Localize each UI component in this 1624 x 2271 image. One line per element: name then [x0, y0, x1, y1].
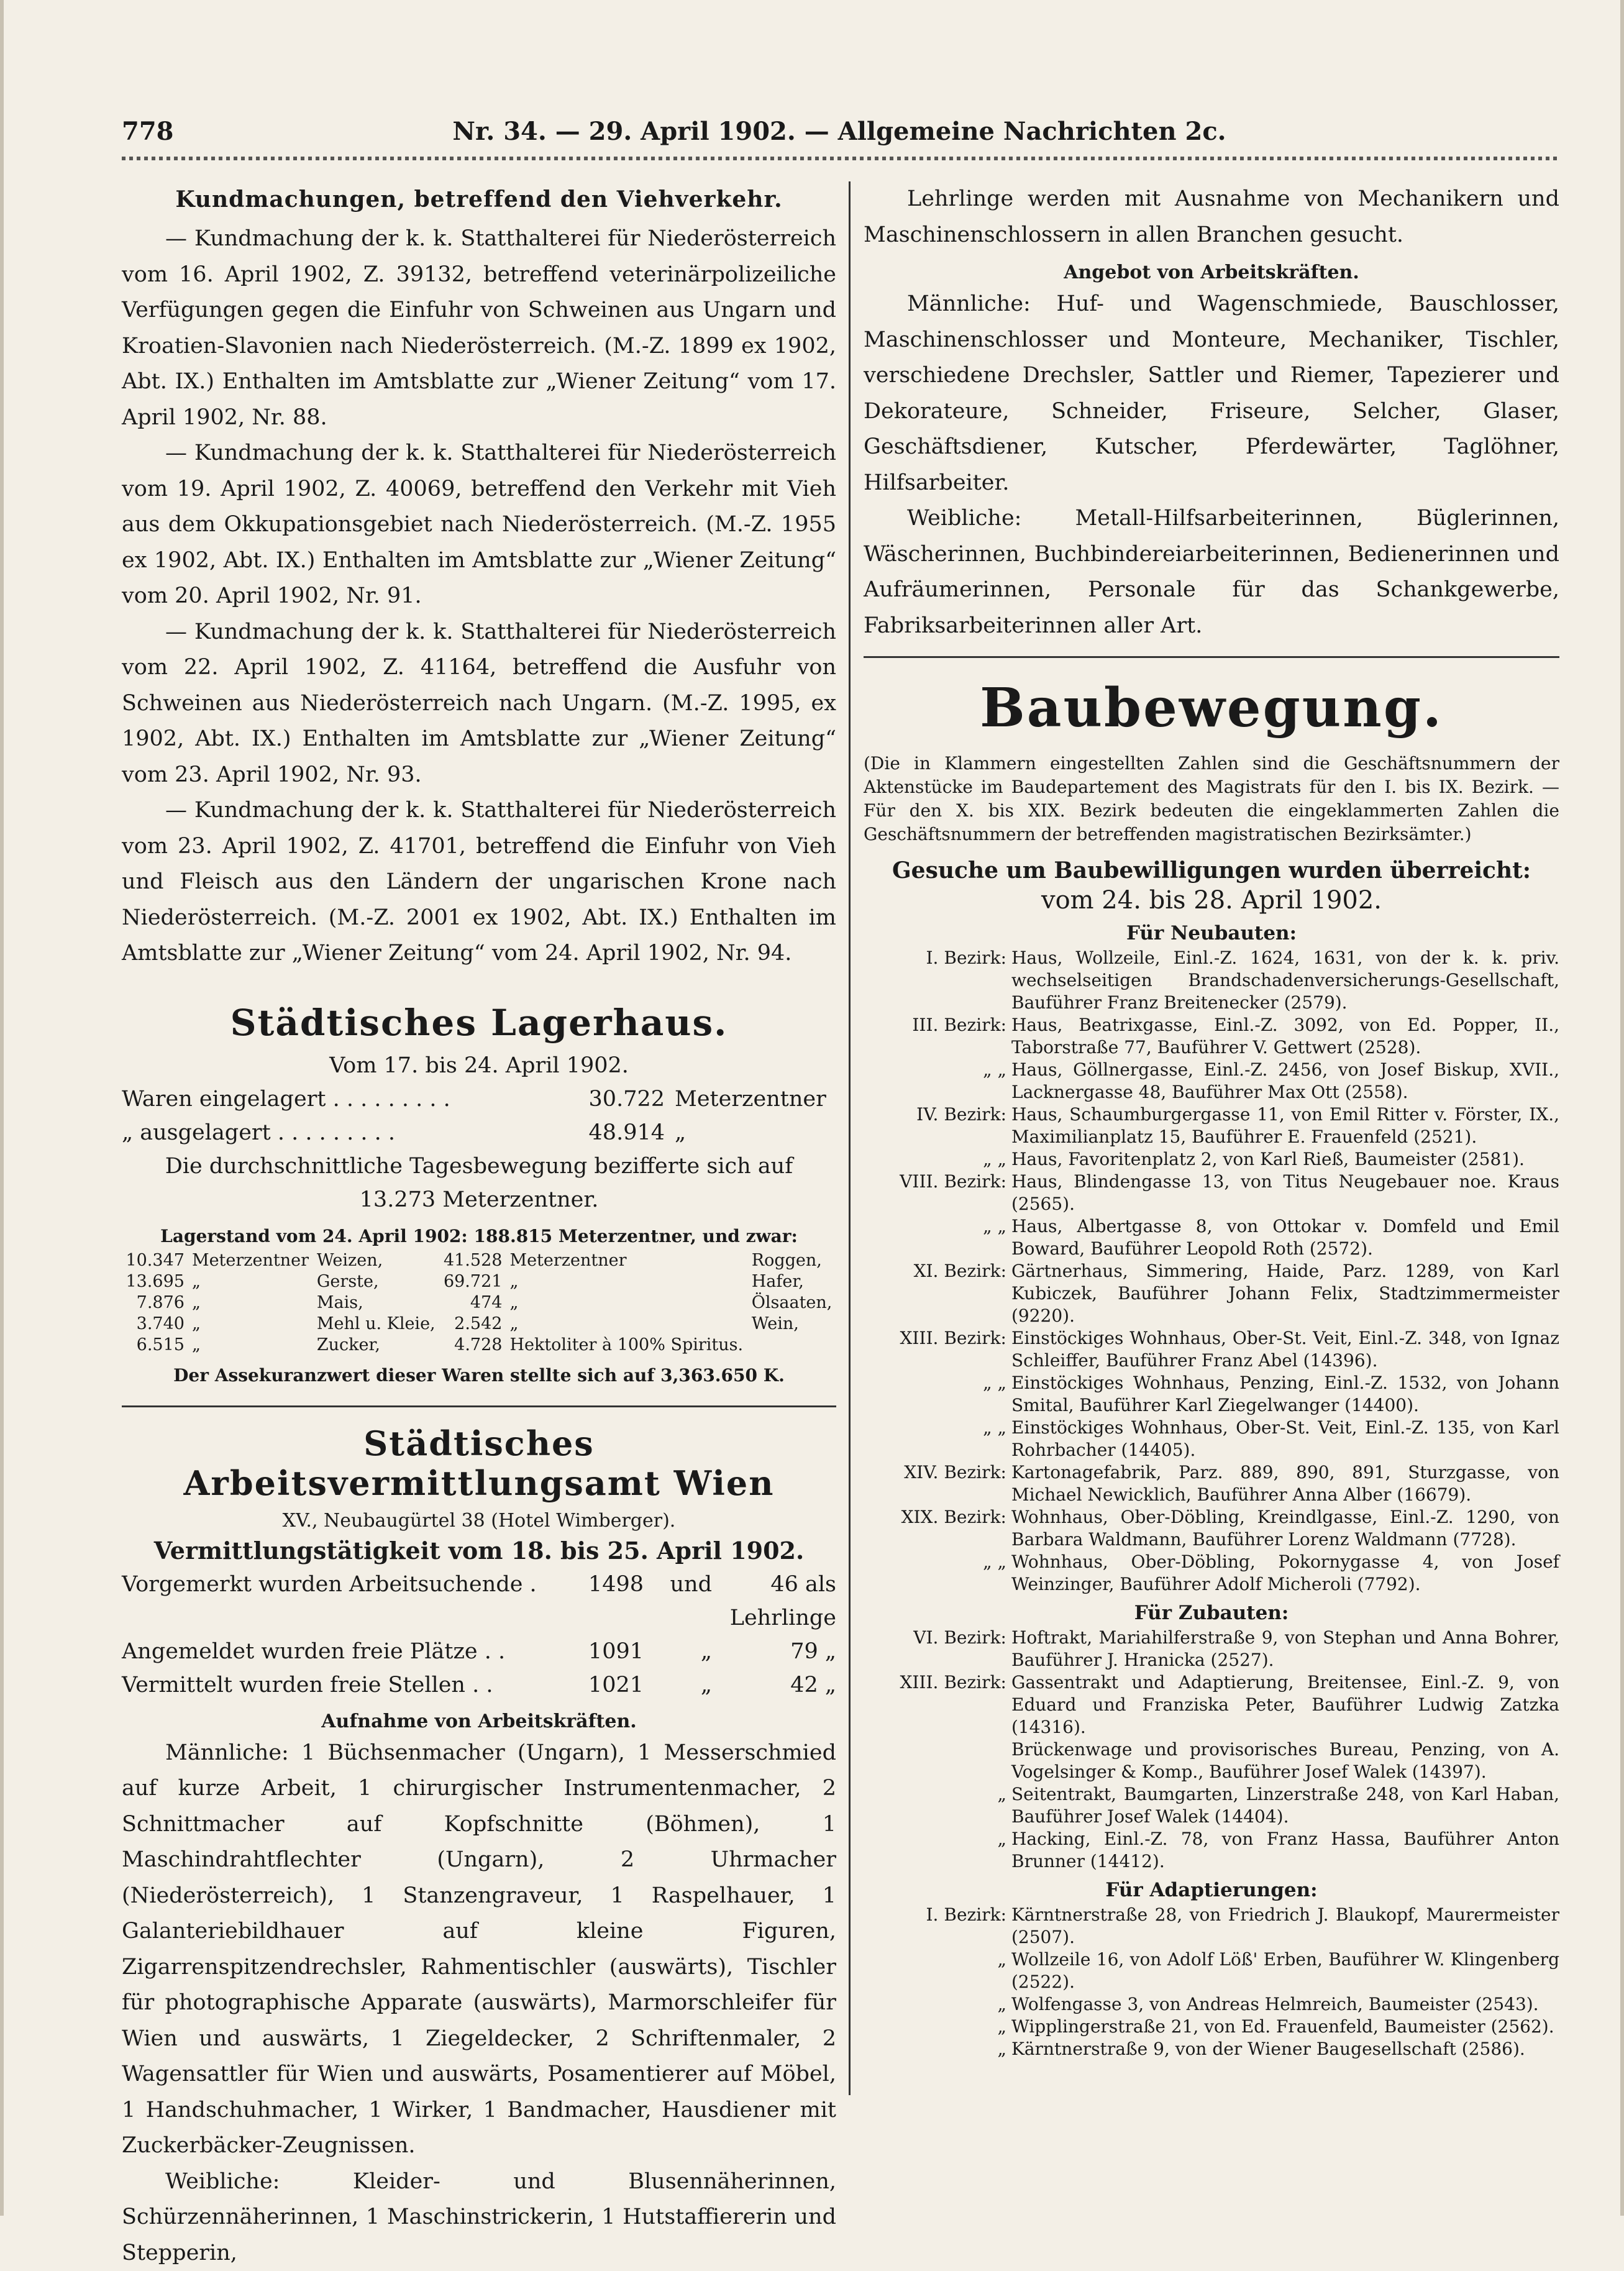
vermittlung-cell: 42 „ — [712, 1668, 836, 1702]
grain-cell: 474 — [440, 1292, 506, 1314]
daily-average-line-1: Die durchschnittliche Tagesbewegung bezifferte sich auf — [122, 1149, 836, 1183]
stock-in-value: 30.722 — [509, 1082, 665, 1116]
grain-cell: 2.542 — [440, 1314, 506, 1335]
zubauten-heading: Für Zubauten: — [864, 1602, 1559, 1624]
grain-cell: Meterzentner — [188, 1250, 313, 1271]
baubewegung-title: Baubewegung. — [864, 677, 1559, 739]
neubauten-list — [864, 947, 1559, 1596]
zubauten-list — [864, 1627, 1559, 1873]
bezirk-label: XIII. Bezirk: — [864, 1327, 1011, 1372]
entry-text: Hoftrakt, Mariahilferstraße 9, von Stephan und Anna Bohrer, Bauführer J. Hranicka (2527). — [1011, 1627, 1559, 1671]
grain-cell: „ — [506, 1314, 747, 1335]
bau-entry — [864, 2038, 1559, 2060]
bezirk-label: VIII. Bezirk: — [864, 1171, 1011, 1215]
bau-entry — [864, 1783, 1559, 1828]
grain-cell: Roggen, — [748, 1250, 836, 1271]
bezirk-label: „ — [864, 1783, 1011, 1828]
bezirk-label: „ — [864, 2038, 1011, 2060]
vermittlung-cell: „ — [644, 1635, 712, 1668]
vermittlung-cell: 79 „ — [712, 1635, 836, 1668]
grain-cell: 41.528 — [440, 1250, 506, 1271]
bau-entry — [864, 1260, 1559, 1327]
bau-entry — [864, 1372, 1559, 1417]
grain-row — [122, 1314, 836, 1335]
entry-text: Kärntnerstraße 28, von Friedrich J. Blaukopf, Maurermeister (2507). — [1011, 1904, 1559, 1949]
kundmachungen-title: Kundmachungen, betreffend den Viehverkehr. — [122, 186, 836, 212]
vermittlung-cell: 1091 — [575, 1635, 644, 1668]
kundmachung-paragraph: — Kundmachung der k. k. Statthalterei für Niederösterreich vom 23. April 1902, Z. 41701, betreffend die Einfuhr von Vieh und Fleisch aus den Ländern der ungarischen Krone nach Niederösterreich. (M.-Z. 2001 ex 1902, Abt. IX.) Enthalten im Amtsblatte zur „Wiener Zeitung“ vom 24. April 1902, Nr. 94. — [122, 793, 836, 972]
bezirk-label: XI. Bezirk: — [864, 1260, 1011, 1327]
column-divider — [849, 181, 851, 2095]
insurance-value: Der Assekuranzwert dieser Waren stellte sich auf 3,363.650 K. — [122, 1362, 836, 1389]
bau-entry — [864, 2016, 1559, 2038]
vermittlung-row — [122, 1668, 836, 1702]
kundmachung-paragraph: — Kundmachung der k. k. Statthalterei für Niederösterreich vom 16. April 1902, Z. 39132, betreffend veterinärpolizeiliche Verfügungen gegen die Einfuhr von Schweinen aus Ungarn und Kroatien-Slavonien nach Niederösterreich. (M.-Z. 1899 ex 1902, Abt. IX.) Enthalten im Amtsblatte zur „Wiener Zeitung“ vom 17. April 1902, Nr. 88. — [122, 221, 836, 436]
left-page-edge — [0, 0, 4, 2216]
entry-text: Haus, Albertgasse 8, von Ottokar v. Domfeld und Emil Boward, Bauführer Leopold Roth (2572). — [1011, 1215, 1559, 1260]
kundmachung-paragraph: — Kundmachung der k. k. Statthalterei für Niederösterreich vom 19. April 1902, Z. 40069, betreffend den Verkehr mit Vieh aus dem Okkupationsgebiet nach Niederösterreich. (M.-Z. 1955 ex 1902, Abt. IX.) Enthalten im Amtsblatte zur „Wiener Zeitung“ vom 20. April 1902, Nr. 91. — [122, 436, 836, 615]
lehrlinge-paragraph: Lehrlinge werden mit Ausnahme von Mechanikern und Maschinenschlossern in allen Branchen gesucht. — [864, 181, 1559, 253]
vermittlung-cell: Vorgemerkt wurden Arbeitsuchende . — [122, 1568, 575, 1635]
aufnahme-heading: Aufnahme von Arbeitskräften. — [122, 1708, 836, 1735]
grain-cell: 4.728 — [440, 1335, 506, 1356]
grain-cell: „ — [188, 1271, 313, 1292]
vermittlung-cell: Vermittelt wurden freie Stellen . . — [122, 1668, 575, 1702]
grain-cell — [748, 1335, 836, 1356]
bezirk-label — [864, 1739, 1011, 1783]
section-rule — [864, 656, 1559, 658]
bau-entry — [864, 1949, 1559, 1993]
grain-cell: „ — [506, 1292, 747, 1314]
section-rule — [122, 1405, 836, 1407]
angebot-heading: Angebot von Arbeitskräften. — [864, 259, 1559, 286]
entry-text: Wolfengasse 3, von Andreas Helmreich, Baumeister (2543). — [1011, 1993, 1559, 2016]
bau-entry — [864, 1627, 1559, 1671]
grain-cell: Hektoliter à 100% Spiritus. — [506, 1335, 747, 1356]
arbeitsamt-address: XV., Neubaugürtel 38 (Hotel Wimberger). — [122, 1508, 836, 1534]
bau-entry — [864, 1551, 1559, 1596]
bau-entry — [864, 1014, 1559, 1059]
bezirk-label: „ „ — [864, 1148, 1011, 1171]
vermittlung-period: Vermittlungstätigkeit vom 18. bis 25. April 1902. — [122, 1534, 836, 1568]
bau-entry — [864, 1904, 1559, 1949]
running-head: Nr. 34. — 29. April 1902. — Allgemeine Nachrichten 2c. — [122, 117, 1557, 146]
bezirk-label: „ „ — [864, 1215, 1011, 1260]
bau-entry — [864, 1828, 1559, 1873]
right-column — [864, 181, 1559, 2060]
grain-row — [122, 1271, 836, 1292]
entry-text: Gassentrakt und Adaptierung, Breitensee, Einl.-Z. 9, von Eduard und Franziska Peter, Bauführer Ludwig Zatzka (14316). — [1011, 1671, 1559, 1739]
bau-entry — [864, 1461, 1559, 1506]
vermittlung-cell: und — [644, 1568, 712, 1635]
stock-in-unit: Meterzentner — [665, 1082, 836, 1116]
grain-row — [122, 1250, 836, 1271]
grain-cell: „ — [188, 1335, 313, 1356]
entry-text: Kartonagefabrik, Parz. 889, 890, 891, Sturzgasse, von Michael Newicklich, Bauführer Anna Alber (16679). — [1011, 1461, 1559, 1506]
vermittlung-cell: 1498 — [575, 1568, 644, 1635]
vermittlung-table — [122, 1568, 836, 1702]
bezirk-label: VI. Bezirk: — [864, 1627, 1011, 1671]
grain-row — [122, 1335, 836, 1356]
bezirk-label: „ — [864, 1828, 1011, 1873]
bau-entry — [864, 1506, 1559, 1551]
entry-text: Haus, Favoritenplatz 2, von Karl Rieß, Baumeister (2581). — [1011, 1148, 1559, 1171]
lagerstand-line: Lagerstand vom 24. April 1902: 188.815 Meterzentner, und zwar: — [122, 1223, 836, 1250]
page-number: 778 — [122, 117, 174, 146]
entry-text: Wollzeile 16, von Adolf Löß' Erben, Bauführer W. Klingenberg (2522). — [1011, 1949, 1559, 1993]
entry-text: Hacking, Einl.-Z. 78, von Franz Hassa, Bauführer Anton Brunner (14412). — [1011, 1828, 1559, 1873]
entry-text: Brückenwage und provisorisches Bureau, Penzing, von A. Vogelsinger & Komp., Bauführer Josef Walek (14397). — [1011, 1739, 1559, 1783]
entry-text: Gärtnerhaus, Simmering, Haide, Parz. 1289, von Karl Kubiczek, Bauführer Johann Felix, Stadtzimmermeister (9220). — [1011, 1260, 1559, 1327]
stock-out-label: „ ausgelagert . . . . . . . . . — [122, 1116, 509, 1149]
bezirk-label: XIII. Bezirk: — [864, 1671, 1011, 1739]
grain-cell: Meterzentner — [506, 1250, 747, 1271]
vermittlung-row — [122, 1568, 836, 1635]
bau-entry — [864, 947, 1559, 1014]
grain-cell: Hafer, — [748, 1271, 836, 1292]
bau-entry — [864, 1148, 1559, 1171]
bezirk-label: I. Bezirk: — [864, 947, 1011, 1014]
entry-text: Haus, Göllnergasse, Einl.-Z. 2456, von Josef Biskup, XVII., Lacknergasse 48, Bauführer Max Ott (2558). — [1011, 1059, 1559, 1104]
lagerhaus-title: Städtisches Lagerhaus. — [122, 1002, 836, 1044]
bezirk-label: „ — [864, 2016, 1011, 2038]
grain-cell: „ — [506, 1271, 747, 1292]
vermittlung-row — [122, 1635, 836, 1668]
aufnahme-maennlich: Männliche: 1 Büchsenmacher (Ungarn), 1 Messerschmied auf kurze Arbeit, 1 chirurgischer Instrumentenmacher, 2 Schnittmacher auf Kopfschnitte (Böhmen), 1 Maschindrahtflechter (Ungarn), 2 Uhrmacher (Niederösterreich), 1 Stanzengraveur, 1 Raspelhauer, 1 Galanteriebildhauer auf kleine Figuren, Zigarrenspitzendrechsler, Rahmentischler (auswärts), Tischler für photographische Apparate (auswärts), Marmorschleifer für Wien und auswärts, 1 Ziegeldecker, 2 Schriftenmaler, 2 Wagensattler für Wien und auswärts, Posamentierer auf Möbel, 1 Handschuhmacher, 1 Wirker, 1 Bandmacher, Hausdiener mit Zuckerbäcker-Zeugnissen. — [122, 1735, 836, 2164]
lagerhaus-period: Vom 17. bis 24. April 1902. — [122, 1049, 836, 1082]
bau-entry — [864, 1327, 1559, 1372]
bau-entry — [864, 1059, 1559, 1104]
bezirk-label: „ — [864, 1993, 1011, 2016]
entry-text: Einstöckiges Wohnhaus, Ober-St. Veit, Einl.-Z. 135, von Karl Rohrbacher (14405). — [1011, 1417, 1559, 1461]
entry-text: Haus, Beatrixgasse, Einl.-Z. 3092, von Ed. Popper, II., Taborstraße 77, Bauführer V. Gettwert (2528). — [1011, 1014, 1559, 1059]
vermittlung-cell: Angemeldet wurden freie Plätze . . — [122, 1635, 575, 1668]
entry-text: Wipplingerstraße 21, von Ed. Frauenfeld, Baumeister (2562). — [1011, 2016, 1559, 2038]
adaptierungen-heading: Für Adaptierungen: — [864, 1879, 1559, 1901]
bezirk-label: XIV. Bezirk: — [864, 1461, 1011, 1506]
bezirk-label: XIX. Bezirk: — [864, 1506, 1011, 1551]
grain-cell: Wein, — [748, 1314, 836, 1335]
baubewegung-note: (Die in Klammern eingestellten Zahlen sind die Geschäftsnummern der Aktenstücke im Baudepartement des Magistrats für den I. bis IX. Bezirk. — Für den X. bis XIX. Bezirk bedeuten die eingeklammerten Zahlen die Geschäftsnummern der betreffenden magistratischen Bezirksämter.) — [864, 752, 1559, 846]
kundmachung-paragraph: — Kundmachung der k. k. Statthalterei für Niederösterreich vom 22. April 1902, Z. 41164, betreffend die Ausfuhr von Schweinen aus Niederösterreich nach Ungarn. (M.-Z. 1995, ex 1902, Abt. IX.) Enthalten im Amtsblatte zur „Wiener Zeitung“ vom 23. April 1902, Nr. 93. — [122, 615, 836, 793]
grain-row — [122, 1292, 836, 1314]
page-header — [122, 107, 1557, 150]
entry-text: Wohnhaus, Ober-Döbling, Kreindlgasse, Einl.-Z. 1290, von Barbara Waldmann, Bauführer Lorenz Waldmann (7728). — [1011, 1506, 1559, 1551]
bau-entry — [864, 1993, 1559, 2016]
grain-cell: 69.721 — [440, 1271, 506, 1292]
grain-cell: 6.515 — [122, 1335, 188, 1356]
grain-cell: Weizen, — [313, 1250, 440, 1271]
grain-cell: 7.876 — [122, 1292, 188, 1314]
left-column — [122, 181, 836, 2271]
bezirk-label: „ „ — [864, 1417, 1011, 1461]
grain-table — [122, 1250, 836, 1356]
arbeitsamt-title: Städtisches Arbeitsvermittlungsamt Wien — [122, 1423, 836, 1503]
bau-entry — [864, 1739, 1559, 1783]
bau-entry — [864, 1417, 1559, 1461]
grain-cell: „ — [188, 1292, 313, 1314]
aufnahme-weiblich: Weibliche: Kleider- und Blusennäherinnen, Schürzennäherinnen, 1 Maschinstrickerin, 1 Hutstaffiererin und Stepperin, — [122, 2164, 836, 2271]
vermittlung-cell: „ — [644, 1668, 712, 1702]
bezirk-label: „ — [864, 1949, 1011, 1993]
bau-entry — [864, 1671, 1559, 1739]
bau-entry — [864, 1215, 1559, 1260]
angebot-weiblich: Weibliche: Metall-Hilfsarbeiterinnen, Büglerinnen, Wäscherinnen, Buchbindereiarbeiterinnen, Bedienerinnen und Aufräumerinnen, Personale für das Schankgewerbe, Fabriksarbeiterinnen aller Art. — [864, 501, 1559, 644]
grain-cell: 3.740 — [122, 1314, 188, 1335]
grain-cell: Zucker, — [313, 1335, 440, 1356]
grain-cell: Mehl u. Kleie, — [313, 1314, 440, 1335]
stock-out-value: 48.914 — [509, 1116, 665, 1149]
grain-cell: „ — [188, 1314, 313, 1335]
entry-text: Seitentrakt, Baumgarten, Linzerstraße 248, von Karl Haban, Bauführer Josef Walek (14404). — [1011, 1783, 1559, 1828]
gesuche-date: vom 24. bis 28. April 1902. — [864, 886, 1559, 915]
stock-row-out — [122, 1116, 836, 1149]
entry-text: Wohnhaus, Ober-Döbling, Pokornygasse 4, von Josef Weinzinger, Bauführer Adolf Micheroli (7792). — [1011, 1551, 1559, 1596]
grain-cell: Ölsaaten, — [748, 1292, 836, 1314]
grain-cell: Mais, — [313, 1292, 440, 1314]
vermittlung-cell: 46 als Lehrlinge — [712, 1568, 836, 1635]
entry-text: Haus, Blindengasse 13, von Titus Neugebauer noe. Kraus (2565). — [1011, 1171, 1559, 1215]
entry-text: Haus, Wollzeile, Einl.-Z. 1624, 1631, von der k. k. priv. wechselseitigen Brandschadenversicherungs-Gesellschaft, Bauführer Franz Breitenecker (2579). — [1011, 947, 1559, 1014]
entry-text: Kärntnerstraße 9, von der Wiener Baugesellschaft (2586). — [1011, 2038, 1559, 2060]
grain-cell: 13.695 — [122, 1271, 188, 1292]
entry-text: Einstöckiges Wohnhaus, Penzing, Einl.-Z. 1532, von Johann Smital, Bauführer Karl Ziegelwanger (14400). — [1011, 1372, 1559, 1417]
bau-entry — [864, 1171, 1559, 1215]
header-rule — [122, 157, 1557, 160]
stock-out-unit: „ — [665, 1116, 836, 1149]
neubauten-heading: Für Neubauten: — [864, 922, 1559, 944]
bezirk-label: „ „ — [864, 1372, 1011, 1417]
bezirk-label: „ „ — [864, 1551, 1011, 1596]
gesuche-heading: Gesuche um Baubewilligungen wurden überreicht: — [864, 857, 1559, 884]
bezirk-label: I. Bezirk: — [864, 1904, 1011, 1949]
entry-text: Einstöckiges Wohnhaus, Ober-St. Veit, Einl.-Z. 348, von Ignaz Schleiffer, Bauführer Franz Abel (14396). — [1011, 1327, 1559, 1372]
bezirk-label: „ „ — [864, 1059, 1011, 1104]
entry-text: Haus, Schaumburgergasse 11, von Emil Ritter v. Förster, IX., Maximilianplatz 15, Bauführer E. Frauenfeld (2521). — [1011, 1104, 1559, 1148]
right-page-edge — [1620, 0, 1624, 2216]
stock-row-in — [122, 1082, 836, 1116]
bezirk-label: III. Bezirk: — [864, 1014, 1011, 1059]
grain-cell: 10.347 — [122, 1250, 188, 1271]
angebot-maennlich: Männliche: Huf- und Wagenschmiede, Bauschlosser, Maschinenschlosser und Monteure, Mechaniker, Tischler, verschiedene Drechsler, Sattler und Riemer, Tapezierer und Dekorateure, Schneider, Friseure, Selcher, Glaser, Geschäftsdiener, Kutscher, Pferdewärter, Taglöhner, Hilfsarbeiter. — [864, 286, 1559, 501]
vermittlung-cell: 1021 — [575, 1668, 644, 1702]
grain-cell: Gerste, — [313, 1271, 440, 1292]
adaptierungen-list — [864, 1904, 1559, 2060]
daily-average-line-2: 13.273 Meterzentner. — [122, 1183, 836, 1217]
stock-in-label: Waren eingelagert . . . . . . . . . — [122, 1082, 509, 1116]
bezirk-label: IV. Bezirk: — [864, 1104, 1011, 1148]
bau-entry — [864, 1104, 1559, 1148]
